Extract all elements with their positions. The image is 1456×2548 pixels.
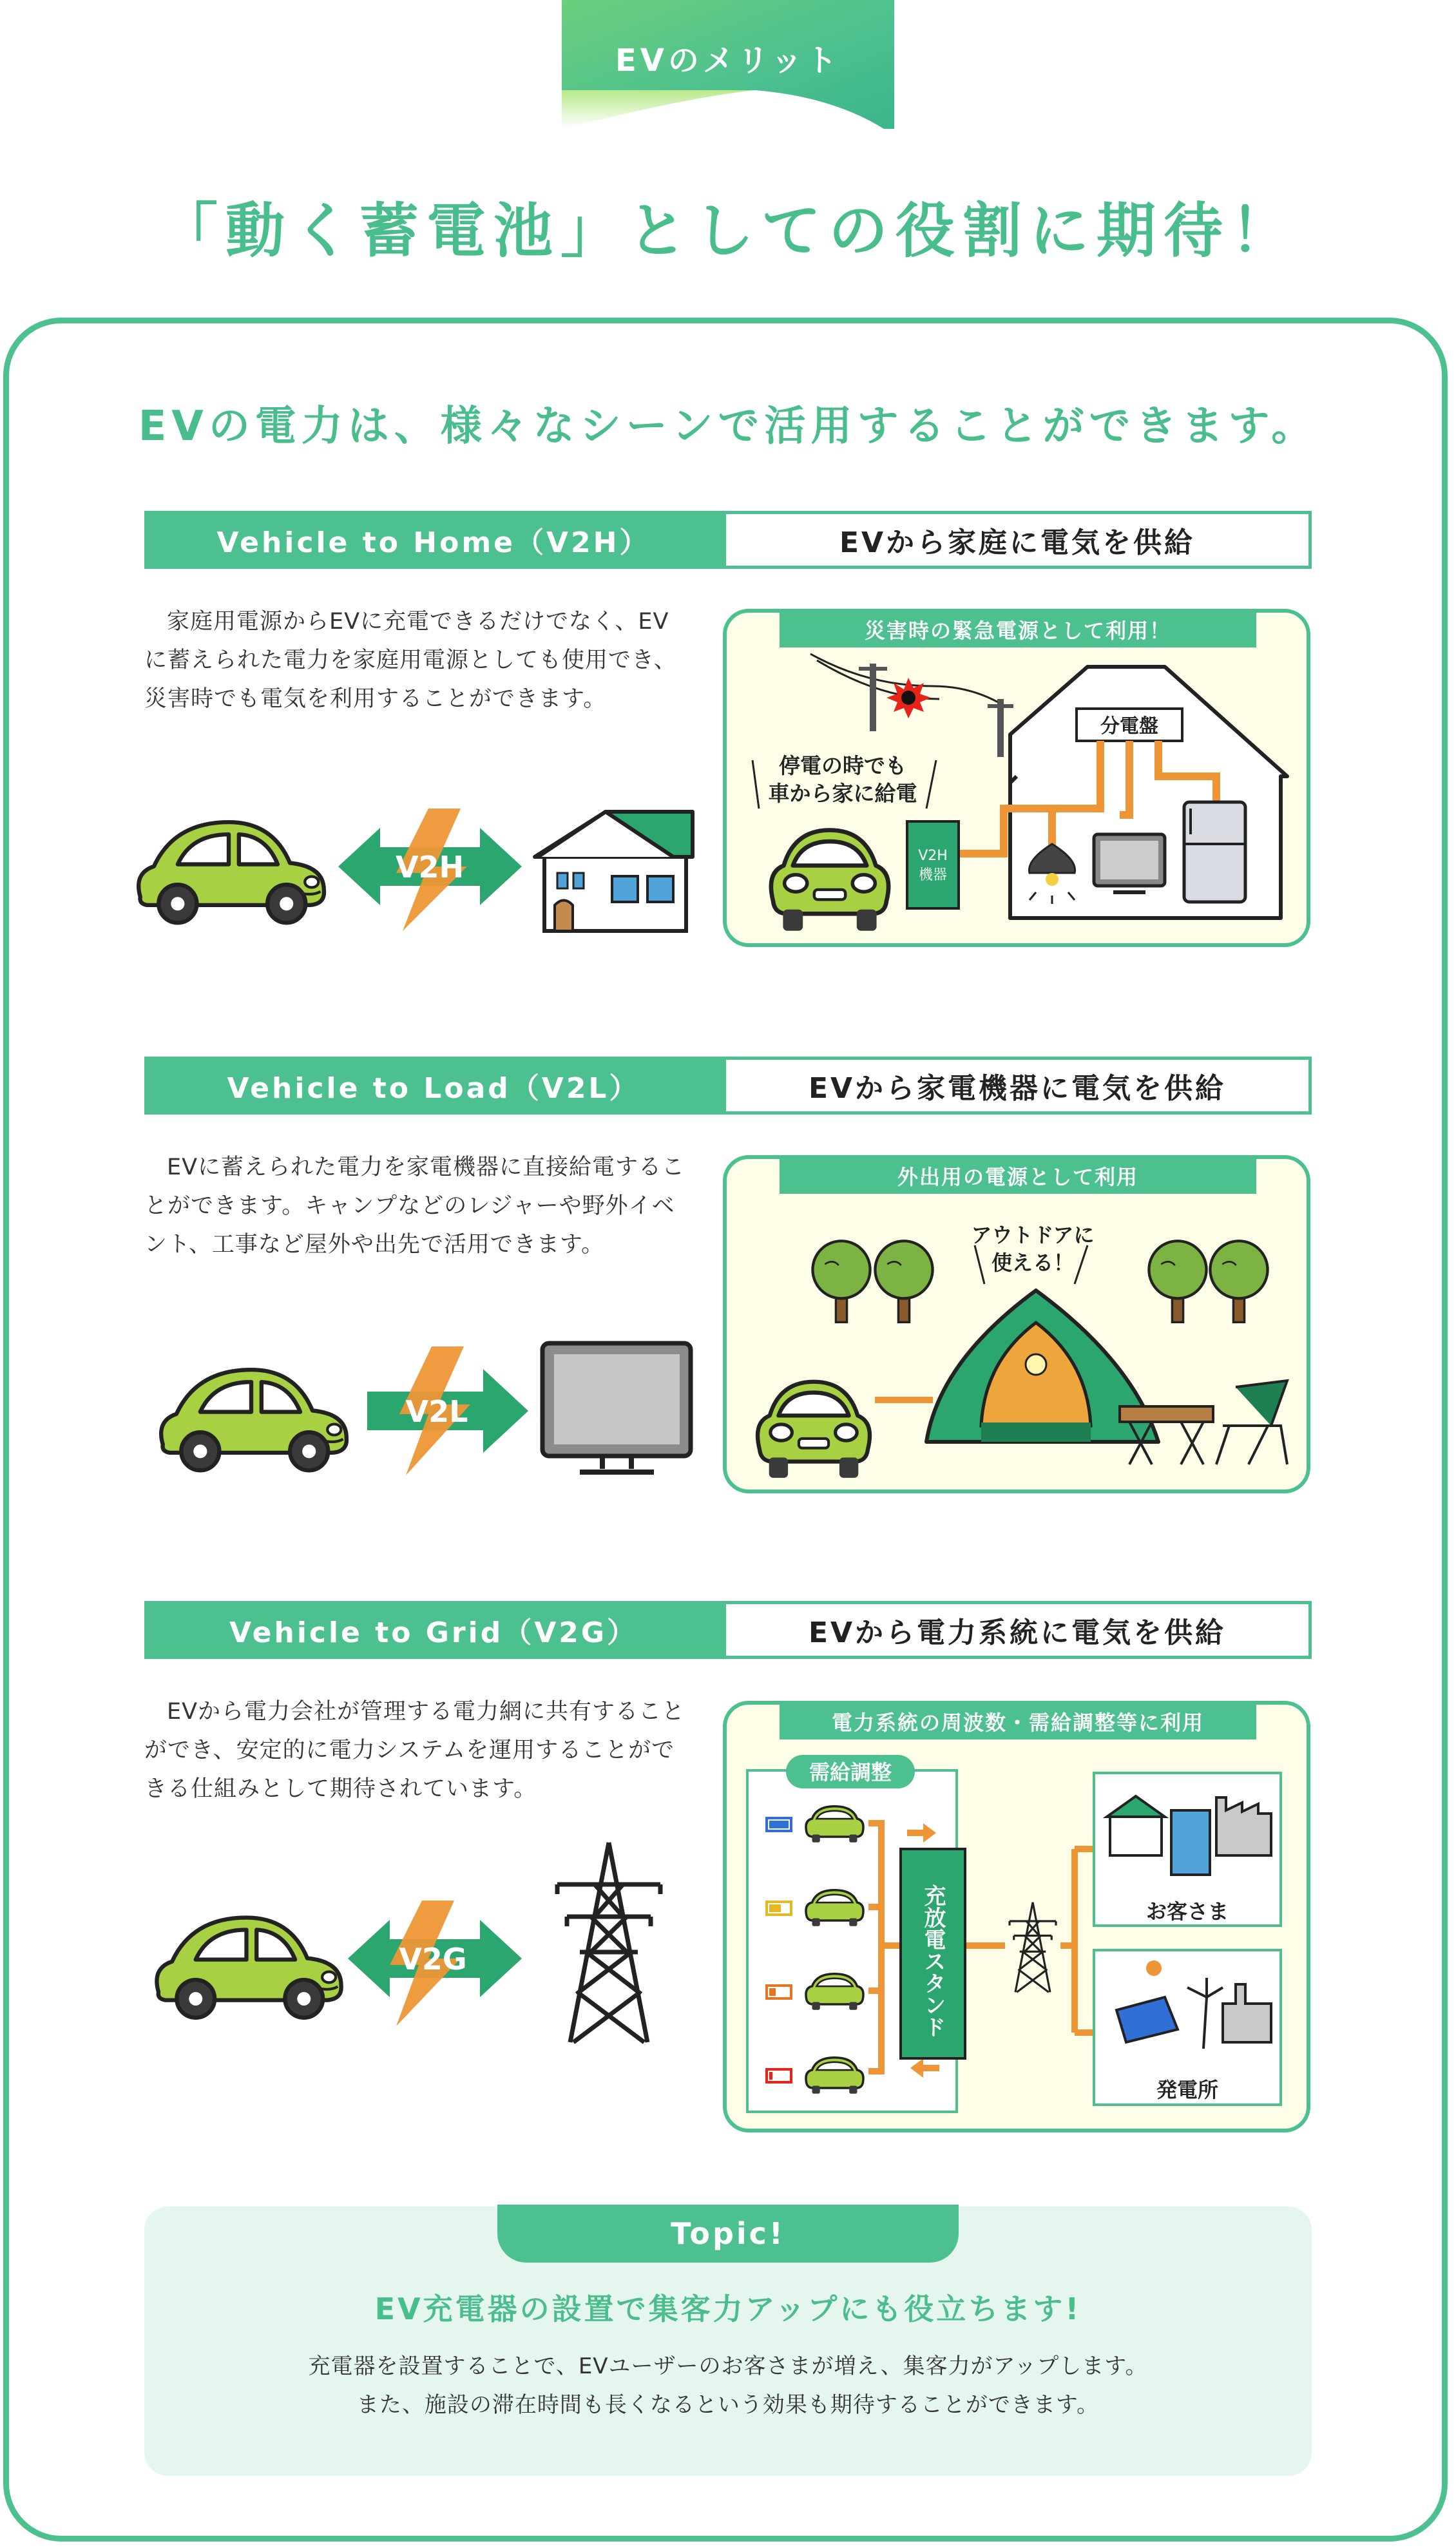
fridge-icon <box>1184 802 1245 902</box>
transmission-tower-icon <box>1010 1902 1056 1993</box>
v2l-callout-2: 使える！ <box>991 1250 1075 1275</box>
transmission-tower-icon <box>557 1843 660 2042</box>
car-icon <box>161 1370 347 1470</box>
illustration-label-v2g: 電力系統の周波数・需給調整等に利用 <box>780 1703 1256 1739</box>
topic-pill: Topic! <box>497 2205 959 2263</box>
v2h-callout-2: 車から家に給電 <box>768 781 917 806</box>
section-subtitle-v2h: EVから家庭に電気を供給 <box>723 511 1312 569</box>
tree-icon <box>812 1241 870 1322</box>
car-front-icon <box>758 1382 870 1478</box>
v2h-device-label-1: V2H <box>918 848 948 864</box>
house-icon <box>535 812 693 931</box>
section-title-v2l: Vehicle to Load（V2L） <box>144 1057 723 1115</box>
section-title-v2h: Vehicle to Home（V2H） <box>144 511 723 569</box>
charging-station-label: 充放電スタンド <box>920 1884 946 2038</box>
topic-heading: EV充電器の設置で集客力アップにも役立ちます! <box>374 2292 1082 2326</box>
tree-icon <box>875 1241 932 1322</box>
topic-text-line-1: 充電器を設置することで、EVユーザーのお客さまが増え、集客力がアップします。 <box>308 2353 1148 2379</box>
v2l-badge: V2L <box>405 1394 468 1429</box>
tree-icon <box>1210 1241 1267 1322</box>
car-icon <box>139 822 324 923</box>
tv-icon <box>1094 834 1165 892</box>
monitor-icon <box>542 1343 691 1472</box>
illustration-label-v2h: 災害時の緊急電源として利用！ <box>780 611 1256 647</box>
v2g-badge: V2G <box>399 1942 467 1977</box>
v2g-diagram <box>145 1839 689 2045</box>
topic-text-line-2: また、施設の滞在時間も長くなるという効果も期待することができます。 <box>356 2392 1100 2418</box>
page-title: 「動く蓄電池」としての役割に期待！ <box>158 196 1298 265</box>
v2l-illustration-art <box>727 1194 1307 1490</box>
car-icon <box>157 1918 341 2018</box>
v2l-callout-1: アウトドアに <box>971 1223 1095 1247</box>
utility-pole-icon <box>859 664 1013 757</box>
car-front-icon <box>771 830 888 931</box>
camp-chair-icon <box>1216 1381 1287 1464</box>
power-plant-label: 発電所 <box>1156 2078 1219 2102</box>
card-heading: EVの電力は、様々なシーンで活用することができます。 <box>138 403 1318 450</box>
customers-label: お客さま <box>1145 1899 1229 1924</box>
v2h-device-label-2: 機器 <box>918 867 948 883</box>
section-description-v2l: EVに蓄えられた電力を家電機器に直接給電することができます。キャンプなどのレジャーや野外イベント、工事など屋外や出先で活用できます。 <box>144 1154 685 1258</box>
tree-icon <box>1149 1241 1206 1322</box>
v2h-badge: V2H <box>395 850 465 885</box>
v2l-diagram <box>148 1340 709 1485</box>
supply-adjust-label: 需給調整 <box>809 1760 892 1785</box>
distribution-board-label: 分電盤 <box>1100 715 1158 738</box>
v2h-callout-1: 停電の時でも <box>779 753 906 778</box>
section-description-v2h: 家庭用電源からEVに充電できるだけでなく、EVに蓄えられた電力を家庭用電源としても使用でき、災害時でも電気を利用することができます。 <box>144 609 677 712</box>
v2h-illustration-art <box>727 647 1307 944</box>
v2h-device-icon <box>907 821 959 908</box>
section-title-v2g: Vehicle to Grid（V2G） <box>144 1601 723 1659</box>
section-subtitle-v2g: EVから電力系統に電気を供給 <box>723 1601 1312 1659</box>
v2h-diagram <box>126 796 705 937</box>
ribbon-label: EVのメリット <box>615 43 841 79</box>
v2g-illustration-art <box>727 1739 1307 2129</box>
illustration-label-v2l: 外出用の電源として利用 <box>780 1158 1256 1194</box>
section-description-v2g: EVから電力会社が管理する電力網に共有することができ、安定的に電力システムを運用することができる仕組みとして期待されています。 <box>144 1699 685 1802</box>
section-subtitle-v2l: EVから家電機器に電気を供給 <box>723 1057 1312 1115</box>
